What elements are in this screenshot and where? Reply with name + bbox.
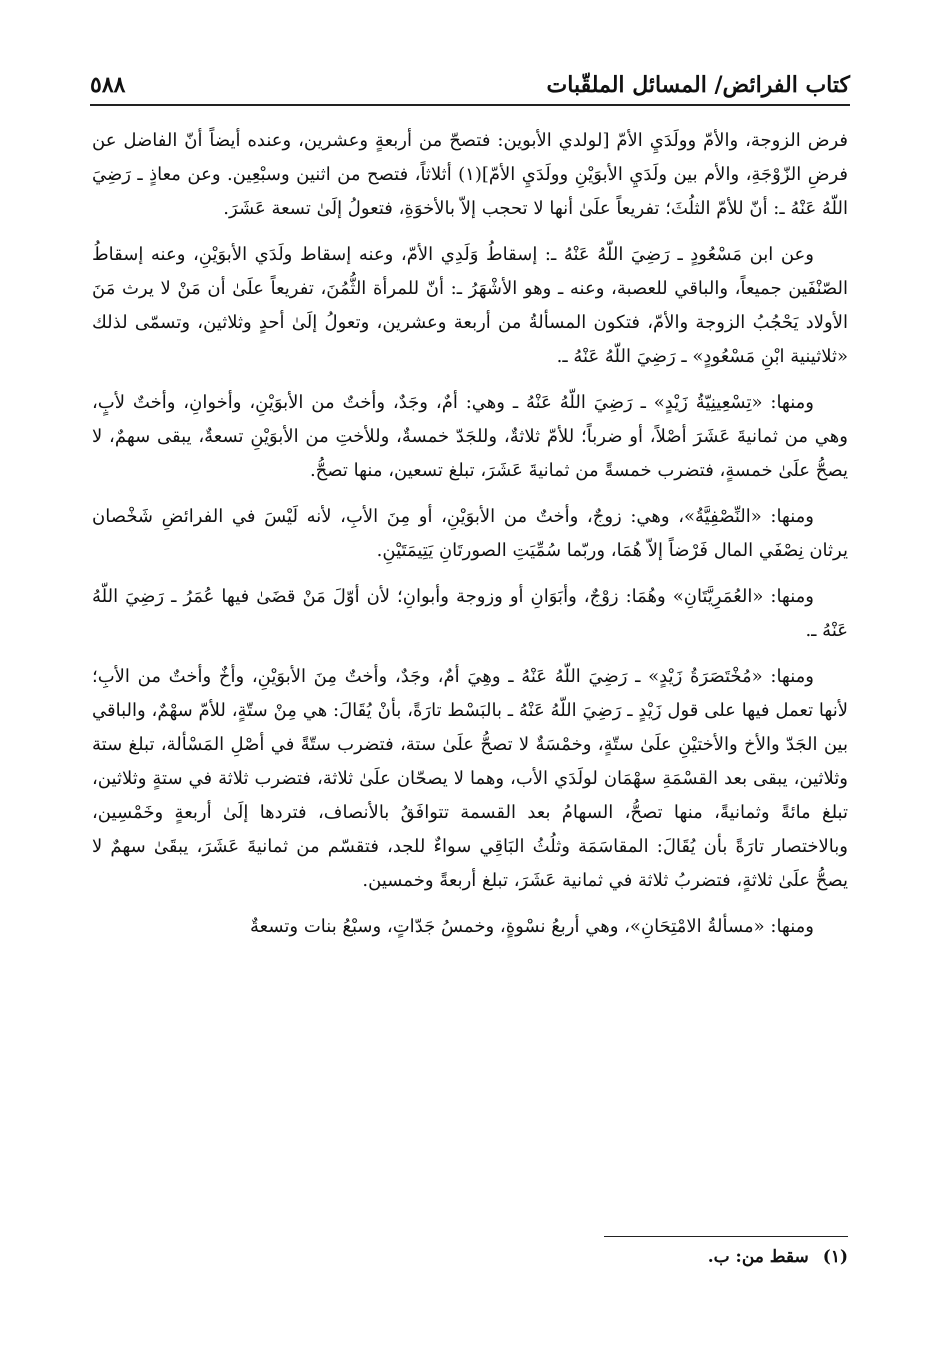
header-rule [90, 104, 850, 106]
paragraph: ومنها: «مُخْتَصَرَةُ زَيْدٍ» ـ رَضِيَ اللّهُ عَنْهُ ـ وهِيَ أمٌ، وجَدٌ، وأختٌ مِنَ الأبوَيْنِ، وأخٌ وأختٌ من الأبِ؛ لأنها تعمل فيها على قول زَيْدٍ ـ رَضِيَ اللّهُ عَنْهُ ـ بالبَسْط تارَةً، بأنْ يُقَالَ: هي مِنْ ستّةٍ، للأمّ سهْمٌ، والباقي بين الجَدّ والأخ والأختيْنِ علَىٰ ستّةٍ، وخمْسَةٌ لا تصحُّ علَىٰ ستة، فتضرب ستّةً في أصْلِ المَسْألة، تبلغ ستة وثلاثين، يبقى بعد القسْمَةِ سهْمَان لولَدَي الأب، وهما لا يصحّان علَىٰ ثلاثة، فتضرب ثلاثة في ستةٍ وثلاثين، تبلغ مائةً وثمانيةً، منها تصحُّ، السهامُ بعد القسمة تتوافَقُ بالأنصاف، فتردها إلَىٰ أربعةٍ وخَمْسِين، وبالاختصار تارَةً بأن يُقَالَ: المقاسَمَة وثلُثُ البَاقِي سواءٌ للجد، فتقسّم من ثمانيةَ عَشَرَ، يبقَىٰ سهمٌ لا يصحُّ علَىٰ ثلاثةٍ، فتضربُ ثلاثة في ثمانية عَشَرَ، تبلغ أربعةً وخمسين. [92, 666, 848, 891]
paragraph: فرض الزوجة، والأمّ وولَدَيِ الأمّ [لولدي الأبوين: فتصحّ من أربعةٍ وعشرين، وعنده أيضاً أنّ الفاضل عن فرضِ الزّوْجَةِ، والأم بين ولَدَيِ الأبوَيْنِ وولَدَيِ الأمّ](١) أثلاثاً، فتصح من اثنين وسبْعِين. وعن معاذٍ ـ رَضِيَ اللّهُ عَنْهُ ـ: أنّ للأمّ الثلُثَ؛ تفريعاً علَىٰ أنها لا تحجب إلاّ بالأخوَةِ، فتعولُ إلَىٰ تسعة عَشَرَ. [92, 130, 849, 219]
footnote-text: سقط من: ب. [707, 1247, 809, 1267]
paragraph: ومنها: «العُمَرِيَّتَانِ» وهُمَا: زوْجٌ، وأبَوَانِ أو وزوجة وأبوانِ؛ لأن أوّلَ مَنْ قضَىٰ فيها عُمَرُ ـ رَضِيَ اللّهُ عَنْهُ ـ. [92, 586, 848, 641]
footnote [708, 1247, 848, 1267]
footnote-number: (١) [822, 1247, 848, 1267]
page-number: ٥٨٨ [90, 72, 126, 98]
running-title: كتاب الفرائض/ المسائل الملقّبات [546, 72, 850, 98]
footnote-divider [604, 1236, 848, 1237]
paragraph: ومنها: «مسألةُ الامْتِحَانِ»، وهي أربعُ نسْوةٍ، وخمسُ جَدّاتٍ، وسبْعُ بنات وتسعةٌ [250, 916, 814, 937]
main-text [92, 124, 848, 956]
paragraph: ومنها: «تِسْعِينِيّةُ زَيْدٍ» ـ رَضِيَ اللّهُ عَنْهُ ـ وهي: أمٌ، وجَدٌ، وأختٌ من الأبوَيْنِ، وأخوانِ، وأختٌ لأبٍ، وهي من ثمانيةَ عَشَرَ أصْلاً، أو ضرباً؛ للأمّ ثلاثةٌ، وللجَدّ خمسةٌ، وللأختِ من الأبوَيْنِ تسعةٌ، يبقى سهمٌ، لا يصحُّ علَىٰ خمسةٍ، فتضرب خمسةً من ثمانيةَ عَشَرَ، تبلغ تسعين، منها تصحُّ. [92, 392, 848, 481]
page-header [90, 60, 850, 98]
paragraph: وعن ابن مَسْعُودٍ ـ رَضِيَ اللّهُ عَنْهُ ـ: إسقاطُ وَلَدِي الأمّ، وعنه إسقاط ولَدَي الأبوَيْنِ، وعنه إسقاطُ الصّنْفَين جميعاً، والباقي للعصبة، وعنه ـ وهو الأشْهَرُ ـ: أنّ للمرأة الثُّمُنَ، تفريعاً علَىٰ أن مَنْ لا يرث مَنَ الأولاد يَحْجُبُ الزوجة والأمّ، فتكون المسألةُ من أربعة وعشرين، وتعولُ إلَىٰ أحدٍ وثلاثين، وتسمّى لذلك «ثلاثينية ابْنِ مَسْعُودٍ» ـ رَضِيَ اللّهُ عَنْهُ ـ. [92, 244, 848, 367]
paragraph: ومنها: «النِّصْفِيَّةُ»، وهي: زوجٌ، وأختٌ من الأبوَيْنِ، أو مِنَ الأبِ، لأنه لَيْسَ في الفرائضِ شَخْصان يرثان نِصْفَي المال فَرْضاً إلاّ هُمَا، وربّما سُمِّيَتِ الصورتَانِ يَتِيمَتَيْنِ. [92, 506, 848, 561]
